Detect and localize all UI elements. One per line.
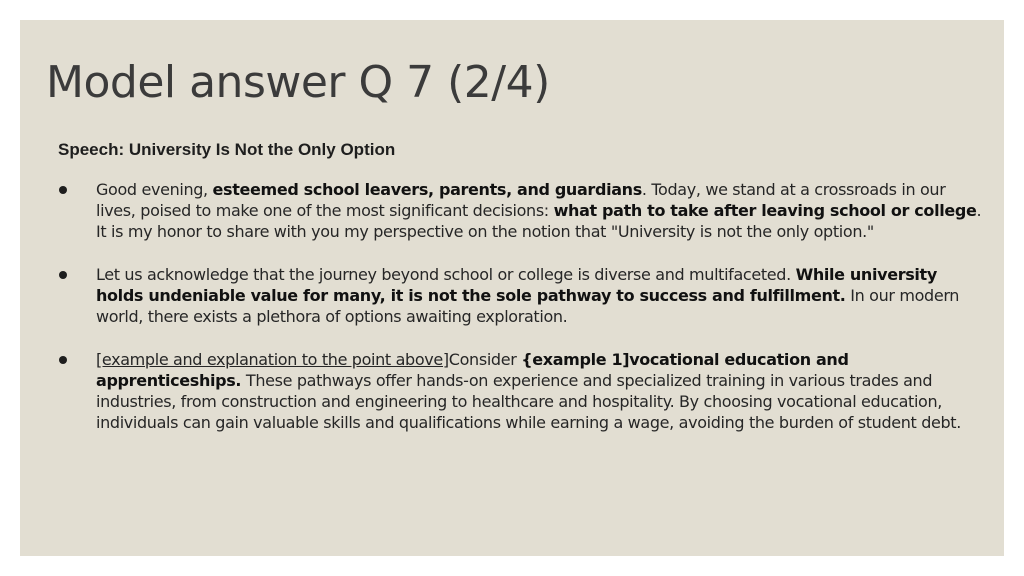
bullet-text: . Today, we stand at a crossroads in our lives, poised to make one of the most significant decisions: (96, 180, 946, 220)
bullet-item-1 (58, 179, 988, 242)
bullet-bold-text: esteemed school leavers, parents, and guardians (212, 180, 642, 199)
bullet-dot-icon (59, 186, 67, 194)
bullet-bold-text: {example 1]vocational education and apprenticeships. (96, 350, 849, 390)
bullet-list (58, 179, 988, 455)
bullet-item-3 (58, 349, 988, 433)
bullet-text: . It is my honor to share with you my perspective on the notion that "University is not the only option." (96, 201, 982, 241)
slide (20, 20, 1004, 556)
slide-title: Model answer Q 7 (2/4) (46, 57, 550, 108)
bullet-bold-text: what path to take after leaving school or college (553, 201, 977, 220)
bullet-text: In our modern world, there exists a plethora of options awaiting exploration. (96, 286, 960, 326)
bullet-dot-icon (59, 356, 67, 364)
bullet-item-2 (58, 264, 988, 327)
example-placeholder-link[interactable]: [example and explanation to the point above] (96, 350, 449, 369)
bullet-text: Let us acknowledge that the journey beyond school or college is diverse and multifaceted. (96, 265, 796, 284)
bullet-bold-text: While university holds undeniable value for many, it is not the sole pathway to success and fulfillment. (96, 265, 937, 305)
bullet-text: These pathways offer hands-on experience and specialized training in various trades and industries, from construction and engineering to healthcare and hospitality. By choosing vocational education, individuals can gain valuable skills and qualifications while earning a wage, avoiding the burden of student debt. (96, 371, 961, 432)
bullet-text: Consider (448, 350, 522, 369)
speech-subtitle: Speech: University Is Not the Only Option (58, 140, 396, 159)
bullet-text: Good evening, (96, 180, 213, 199)
bullet-dot-icon (59, 271, 67, 279)
